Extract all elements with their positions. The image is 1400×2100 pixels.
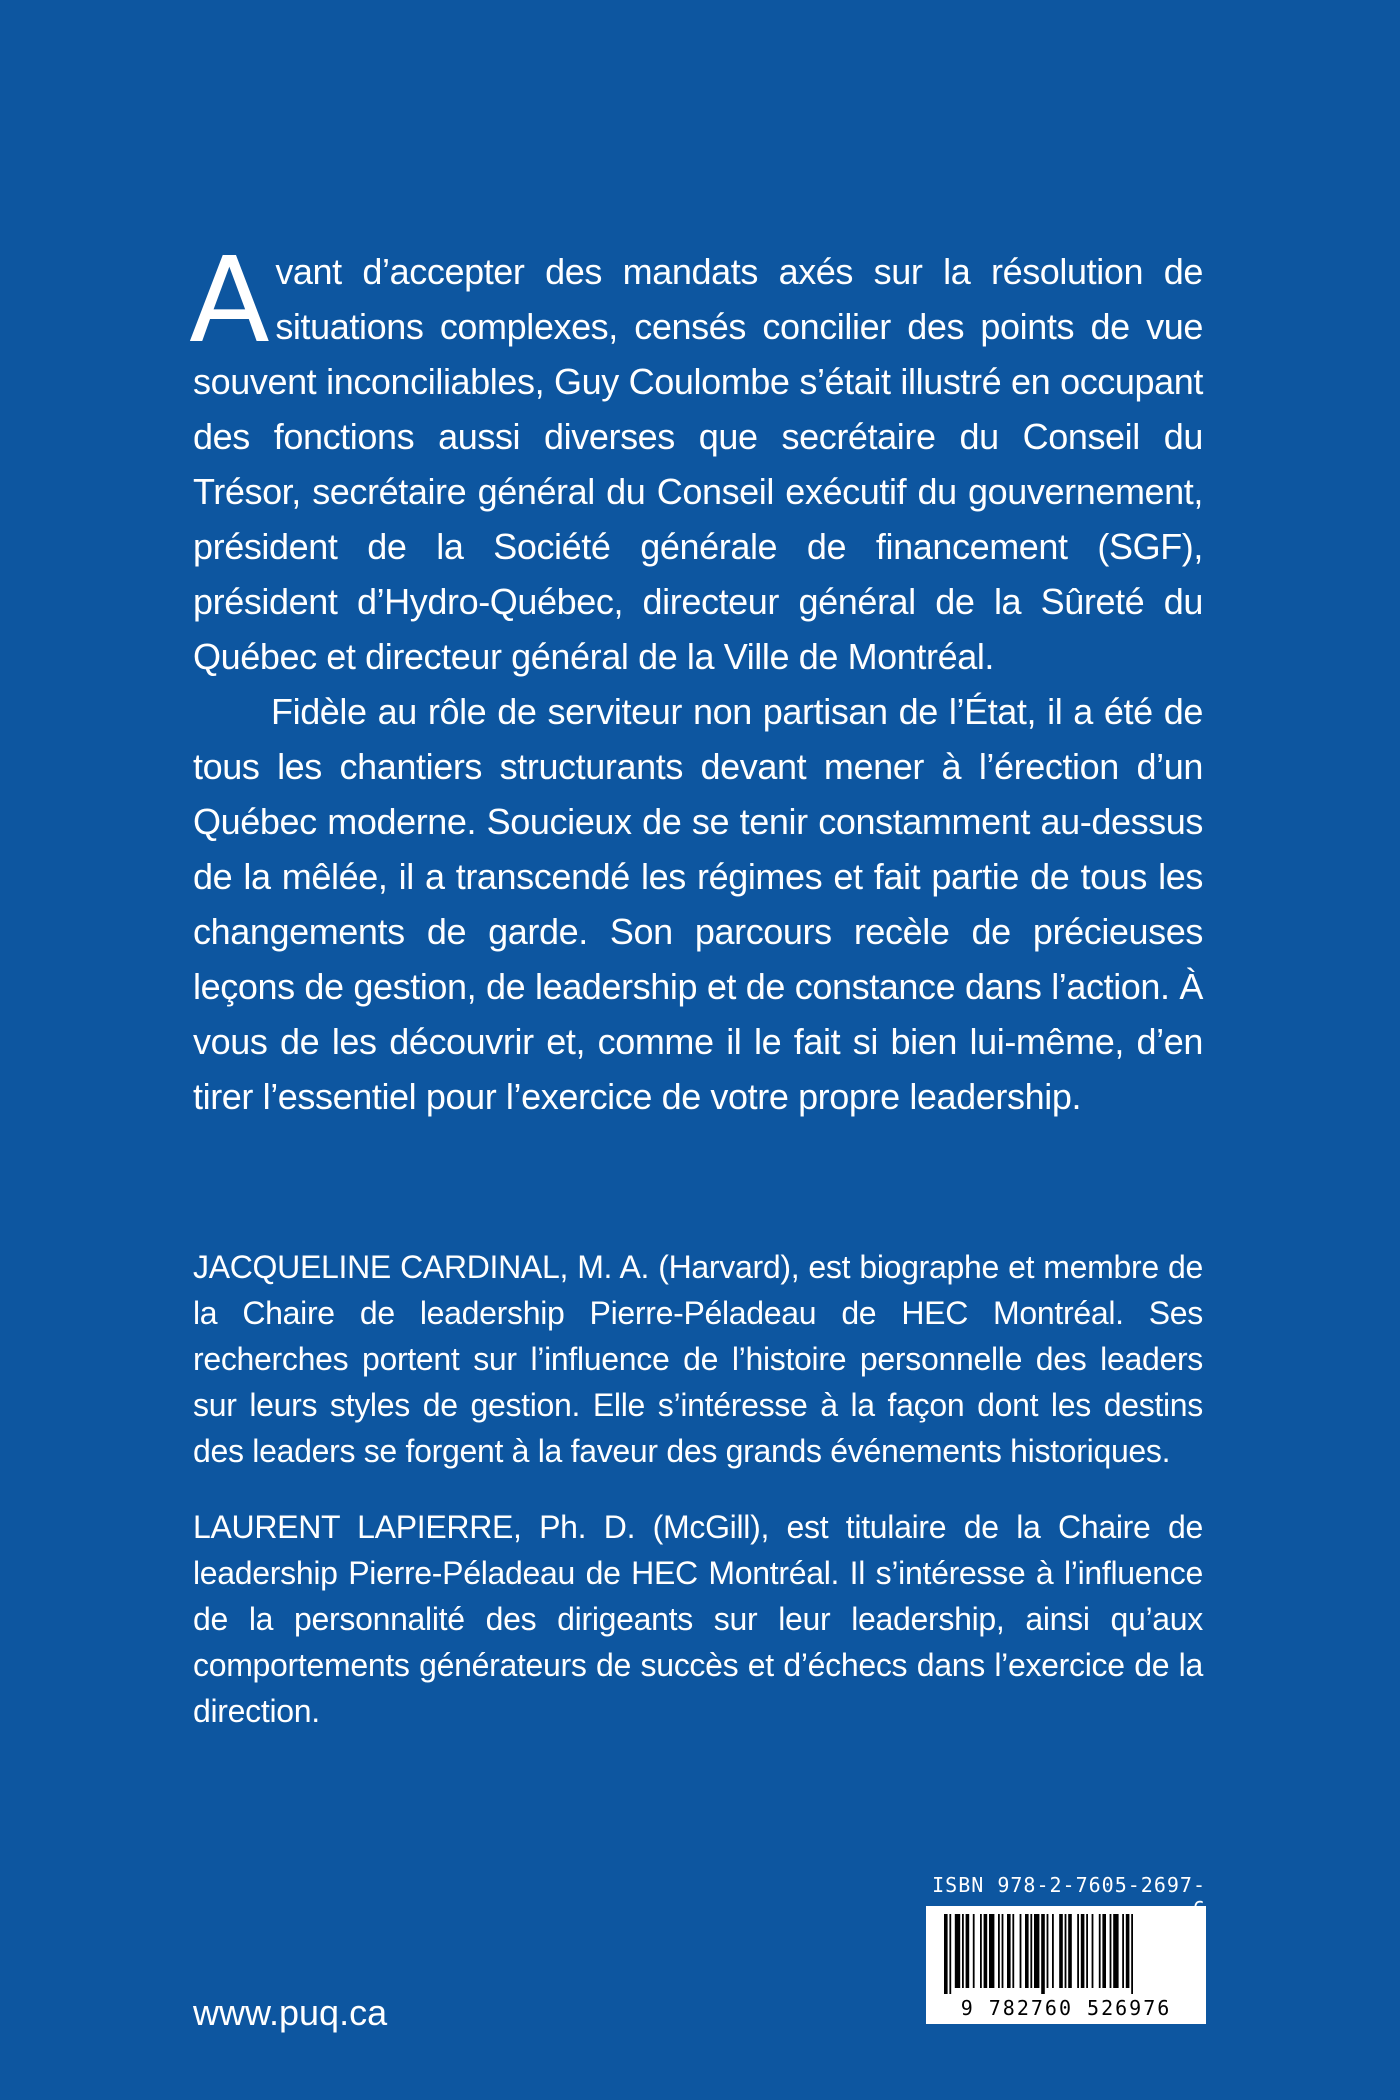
barcode-bar (1092, 1914, 1094, 1988)
barcode-digits: 9 782760 526976 (960, 1996, 1172, 2020)
barcode-bar (1047, 1914, 1049, 1988)
barcode-bar (980, 1914, 982, 1988)
paragraph-1-text: vant d’accepter des mandats axés sur la résolution de situations complexes, censés concilier des points de vue souvent inconciliables, Guy Coulombe s’était illustré en occupant des fonctions aussi diverses que secrétaire du Conseil du Trésor, secrétaire général du Conseil exécutif du gouvernement, président de la Société générale de financement (SGF), président d’Hydro-Québec, directeur général de la Sûreté du Québec et directeur général de la Ville de Montréal. (193, 251, 1203, 677)
barcode-bar (1068, 1914, 1072, 1988)
barcode-bar (998, 1914, 1000, 1988)
description (189, 231, 1203, 1124)
barcode-bar (944, 1914, 948, 1994)
barcode-bar (1126, 1914, 1130, 1988)
barcode-bar (1041, 1914, 1045, 1994)
author-bios (193, 1244, 1203, 1734)
barcode-bar (1052, 1914, 1054, 1988)
barcode-bar (1030, 1914, 1032, 1988)
barcode-bar (1081, 1914, 1085, 1988)
barcode-bar (955, 1914, 960, 1988)
barcode-bar (962, 1914, 964, 1988)
author-bio-cardinal: JACQUELINE CARDINAL, M. A. (Harvard), est biographe et membre de la Chaire de leadership Pierre-Péladeau de HEC Montréal. Ses recherches portent sur l’influence de l’histoire personnelle des leaders sur leurs styles de gestion. Elle s’intéresse à la façon dont les destins des leaders se forgent à la faveur des grands événements historiques. (193, 1249, 1203, 1469)
barcode-bar (1020, 1914, 1022, 1988)
barcode-bar (1025, 1914, 1029, 1988)
barcode-bar (1007, 1914, 1011, 1988)
author-bio-lapierre: LAURENT LAPIERRE, Ph. D. (McGill), est titulaire de la Chaire de leadership Pierre-Péladeau de HEC Montréal. Il s’intéresse à l’influence de la personnalité des dirigeants sur leur leadership, ainsi qu’aux comportements générateurs de succès et d’échecs dans l’exercice de la direction. (193, 1509, 1203, 1729)
barcode-bars (944, 1914, 1188, 1994)
barcode-bar (1002, 1914, 1004, 1988)
barcode-bar (1034, 1914, 1039, 1988)
barcode-bar (1086, 1914, 1088, 1988)
barcode-bar (1077, 1914, 1079, 1988)
barcode-bar (1131, 1914, 1133, 1994)
barcode-bar (1113, 1914, 1118, 1988)
barcode-bar (1099, 1914, 1101, 1988)
barcode-bar (966, 1914, 970, 1988)
barcode-bar (984, 1914, 988, 1988)
barcode-bar (1110, 1914, 1112, 1988)
barcode-bar (989, 1914, 994, 1988)
description-paragraph-2: Fidèle au rôle de serviteur non partisan de l’État, il a été de tous les chantiers structurants devant mener à l’érection d’un Québec moderne. Soucieux de se tenir constamment au-dessus de la mêlée, il a transcendé les régimes et fait partie de tous les changements de garde. Son parcours recèle de précieuses leçons de gestion, de leadership et de constance dans l’action. À vous de les découvrir et, comme il le fait si bien lui-même, d’en tirer l’essentiel pour l’exercice de votre propre leadership. (193, 691, 1203, 1117)
description-paragraph-1 (189, 231, 1203, 684)
publisher-website: www.puq.ca (193, 1992, 388, 2033)
drop-cap: A (189, 231, 270, 369)
barcode-bar (973, 1914, 975, 1988)
barcode-bar (1065, 1914, 1067, 1988)
barcode-bar (1012, 1914, 1014, 1988)
barcode-bar (1122, 1914, 1124, 1988)
isbn-label: ISBN 978-2-7605-2697- (932, 1873, 1206, 1897)
barcode (926, 1906, 1206, 2024)
barcode-bar (949, 1914, 951, 1994)
barcode-bar (1102, 1914, 1106, 1988)
barcode-bar (1059, 1914, 1063, 1988)
